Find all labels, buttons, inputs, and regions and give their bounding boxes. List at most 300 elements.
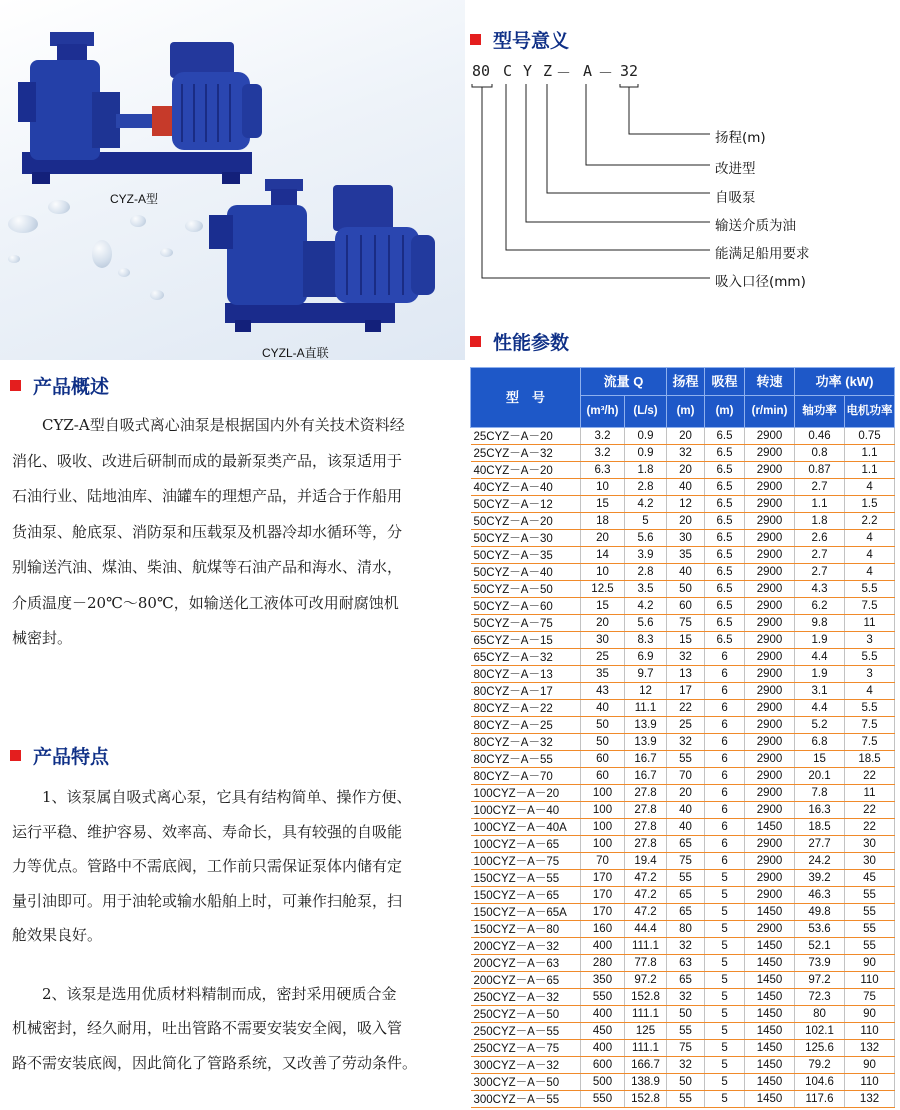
product-photo-area — [0, 0, 465, 360]
code-a: A — [583, 62, 593, 80]
cell-flow-ls: 0.9 — [625, 445, 667, 462]
cell-motor-power: 4 — [845, 479, 895, 496]
cell-speed: 1450 — [745, 1091, 795, 1108]
cell-speed: 1450 — [745, 938, 795, 955]
table-row — [471, 479, 895, 496]
cell-shaft-power: 24.2 — [795, 853, 845, 870]
cell-model: 80CYZ－A－25 — [471, 717, 581, 734]
cell-shaft-power: 0.87 — [795, 462, 845, 479]
table-row — [471, 1006, 895, 1023]
cell-suction: 5 — [705, 1023, 745, 1040]
model-code-bracket-lines — [470, 80, 715, 290]
cell-suction: 6 — [705, 683, 745, 700]
code-head: 32 — [620, 62, 639, 80]
cell-model: 80CYZ－A－22 — [471, 700, 581, 717]
water-drop — [150, 290, 164, 300]
cell-flow-m3h: 40 — [581, 700, 625, 717]
table-row — [471, 547, 895, 564]
cell-motor-power: 55 — [845, 921, 895, 938]
cell-motor-power: 132 — [845, 1040, 895, 1057]
cell-speed: 1450 — [745, 1040, 795, 1057]
cell-shaft-power: 0.8 — [795, 445, 845, 462]
cell-suction: 5 — [705, 870, 745, 887]
water-drop — [160, 248, 173, 257]
cell-speed: 2900 — [745, 496, 795, 513]
header-head-unit: (m) — [667, 396, 705, 428]
cell-motor-power: 18.5 — [845, 751, 895, 768]
water-drop — [8, 215, 38, 233]
cell-flow-ls: 111.1 — [625, 1006, 667, 1023]
cell-suction: 6.5 — [705, 564, 745, 581]
table-row — [471, 462, 895, 479]
cell-flow-m3h: 30 — [581, 632, 625, 649]
cell-head: 40 — [667, 479, 705, 496]
cell-suction: 6.5 — [705, 547, 745, 564]
cell-motor-power: 5.5 — [845, 581, 895, 598]
table-row — [471, 1040, 895, 1057]
performance-table-body — [471, 428, 895, 1108]
cell-shaft-power: 104.6 — [795, 1074, 845, 1091]
cell-model: 250CYZ－A－50 — [471, 1006, 581, 1023]
cell-flow-ls: 19.4 — [625, 853, 667, 870]
cell-flow-ls: 47.2 — [625, 870, 667, 887]
cell-flow-m3h: 60 — [581, 751, 625, 768]
cell-flow-m3h: 18 — [581, 513, 625, 530]
cell-speed: 2900 — [745, 734, 795, 751]
cell-model: 50CYZ－A－75 — [471, 615, 581, 632]
cell-shaft-power: 125.6 — [795, 1040, 845, 1057]
cell-speed: 2900 — [745, 479, 795, 496]
code-c: C — [503, 62, 513, 80]
legend-head: 扬程(m) — [715, 130, 766, 146]
cell-flow-ls: 8.3 — [625, 632, 667, 649]
cell-motor-power: 1.1 — [845, 462, 895, 479]
cell-speed: 1450 — [745, 1074, 795, 1091]
table-row — [471, 989, 895, 1006]
cell-head: 63 — [667, 955, 705, 972]
cell-head: 80 — [667, 921, 705, 938]
cell-speed: 2900 — [745, 428, 795, 445]
table-row — [471, 564, 895, 581]
cell-head: 13 — [667, 666, 705, 683]
cell-motor-power: 132 — [845, 1091, 895, 1108]
cell-model: 250CYZ－A－55 — [471, 1023, 581, 1040]
cell-shaft-power: 1.9 — [795, 632, 845, 649]
legend-improved: 改进型 — [715, 161, 756, 177]
cell-flow-m3h: 6.3 — [581, 462, 625, 479]
header-speed-unit: (r/min) — [745, 396, 795, 428]
overview-title: 产品概述 — [33, 376, 110, 398]
table-row — [471, 581, 895, 598]
cell-suction: 6.5 — [705, 632, 745, 649]
cell-model: 65CYZ－A－15 — [471, 632, 581, 649]
cell-flow-ls: 12 — [625, 683, 667, 700]
cell-shaft-power: 1.8 — [795, 513, 845, 530]
code-dash: － — [598, 64, 614, 82]
cell-suction: 6.5 — [705, 530, 745, 547]
cell-speed: 1450 — [745, 972, 795, 989]
table-row — [471, 666, 895, 683]
cell-shaft-power: 73.9 — [795, 955, 845, 972]
cyzl-a-pump-image — [205, 175, 445, 345]
cell-flow-m3h: 450 — [581, 1023, 625, 1040]
cell-flow-m3h: 100 — [581, 785, 625, 802]
features-line: 运行平稳、维护容易、效率高、寿命长，具有较强的自吸能 — [12, 822, 403, 841]
overview-line: 消化、吸收、改进后研制而成的最新泵类产品，该泵适用于 — [12, 451, 403, 470]
cell-suction: 6 — [705, 836, 745, 853]
cell-model: 100CYZ－A－20 — [471, 785, 581, 802]
cell-speed: 2900 — [745, 887, 795, 904]
cell-shaft-power: 18.5 — [795, 819, 845, 836]
cell-speed: 1450 — [745, 1023, 795, 1040]
table-row — [471, 700, 895, 717]
cell-motor-power: 11 — [845, 615, 895, 632]
cell-flow-ls: 47.2 — [625, 904, 667, 921]
overview-line: 介质温度－20℃～80℃，如输送化工液体可改用耐腐蚀机 — [12, 593, 399, 612]
cell-flow-ls: 2.8 — [625, 564, 667, 581]
cell-model: 50CYZ－A－50 — [471, 581, 581, 598]
performance-heading — [470, 328, 569, 355]
cell-head: 60 — [667, 598, 705, 615]
cell-suction: 6.5 — [705, 496, 745, 513]
table-row — [471, 751, 895, 768]
table-row — [471, 1074, 895, 1091]
cell-suction: 6 — [705, 853, 745, 870]
cell-flow-m3h: 15 — [581, 598, 625, 615]
cell-motor-power: 1.1 — [845, 445, 895, 462]
cell-model: 50CYZ－A－20 — [471, 513, 581, 530]
cell-flow-ls: 16.7 — [625, 768, 667, 785]
cell-model: 80CYZ－A－32 — [471, 734, 581, 751]
cell-head: 22 — [667, 700, 705, 717]
table-row — [471, 785, 895, 802]
table-row — [471, 683, 895, 700]
cell-flow-m3h: 14 — [581, 547, 625, 564]
cell-head: 65 — [667, 972, 705, 989]
cell-motor-power: 110 — [845, 1023, 895, 1040]
cell-shaft-power: 79.2 — [795, 1057, 845, 1074]
cell-shaft-power: 39.2 — [795, 870, 845, 887]
header-suction: 吸程 — [705, 368, 745, 396]
water-drop — [92, 240, 112, 268]
cell-model: 150CYZ－A－80 — [471, 921, 581, 938]
cell-flow-m3h: 3.2 — [581, 445, 625, 462]
cell-shaft-power: 3.1 — [795, 683, 845, 700]
cell-head: 17 — [667, 683, 705, 700]
cell-suction: 6.5 — [705, 428, 745, 445]
cell-shaft-power: 15 — [795, 751, 845, 768]
red-square-icon — [10, 750, 21, 761]
water-drop — [185, 220, 203, 232]
cell-model: 80CYZ－A－55 — [471, 751, 581, 768]
cell-model: 50CYZ－A－40 — [471, 564, 581, 581]
header-head: 扬程 — [667, 368, 705, 396]
features-line: 路不需安装底阀，因此简化了管路系统，又改善了劳动条件。 — [12, 1053, 418, 1072]
features-title: 产品特点 — [33, 746, 110, 768]
cyz-a-caption: CYZ-A型 — [110, 192, 159, 206]
cell-flow-m3h: 400 — [581, 1040, 625, 1057]
cell-head: 40 — [667, 802, 705, 819]
cell-shaft-power: 97.2 — [795, 972, 845, 989]
cell-flow-m3h: 25 — [581, 649, 625, 666]
cell-model: 50CYZ－A－60 — [471, 598, 581, 615]
cell-model: 200CYZ－A－63 — [471, 955, 581, 972]
cell-motor-power: 4 — [845, 564, 895, 581]
cell-speed: 2900 — [745, 836, 795, 853]
table-row — [471, 819, 895, 836]
legend-self-priming: 自吸泵 — [715, 190, 756, 206]
cell-shaft-power: 6.8 — [795, 734, 845, 751]
cell-speed: 1450 — [745, 904, 795, 921]
table-row — [471, 802, 895, 819]
cell-suction: 6 — [705, 802, 745, 819]
cell-suction: 6 — [705, 751, 745, 768]
cell-flow-m3h: 20 — [581, 530, 625, 547]
cell-flow-m3h: 50 — [581, 717, 625, 734]
model-code — [470, 62, 730, 82]
cell-flow-m3h: 70 — [581, 853, 625, 870]
cell-motor-power: 30 — [845, 836, 895, 853]
cell-motor-power: 90 — [845, 1006, 895, 1023]
cell-flow-ls: 27.8 — [625, 802, 667, 819]
legend-oil-medium: 输送介质为油 — [715, 218, 796, 234]
cell-head: 65 — [667, 836, 705, 853]
cell-flow-ls: 4.2 — [625, 496, 667, 513]
cell-model: 200CYZ－A－65 — [471, 972, 581, 989]
cell-motor-power: 7.5 — [845, 717, 895, 734]
cell-head: 75 — [667, 853, 705, 870]
table-row — [471, 598, 895, 615]
cell-flow-ls: 16.7 — [625, 751, 667, 768]
code-bore: 80 — [472, 62, 491, 80]
cell-flow-m3h: 600 — [581, 1057, 625, 1074]
cell-shaft-power: 4.4 — [795, 649, 845, 666]
cell-model: 250CYZ－A－75 — [471, 1040, 581, 1057]
cell-shaft-power: 16.3 — [795, 802, 845, 819]
cell-speed: 1450 — [745, 955, 795, 972]
table-row — [471, 734, 895, 751]
cell-flow-ls: 166.7 — [625, 1057, 667, 1074]
cell-motor-power: 30 — [845, 853, 895, 870]
cell-suction: 6.5 — [705, 598, 745, 615]
cell-flow-ls: 5.6 — [625, 530, 667, 547]
cell-speed: 2900 — [745, 564, 795, 581]
cell-head: 35 — [667, 547, 705, 564]
cell-flow-ls: 97.2 — [625, 972, 667, 989]
cell-shaft-power: 2.7 — [795, 564, 845, 581]
table-row — [471, 632, 895, 649]
table-row — [471, 938, 895, 955]
table-row — [471, 921, 895, 938]
cyzl-a-caption: CYZL-A直联 — [262, 346, 329, 360]
cell-head: 20 — [667, 428, 705, 445]
model-meaning-title: 型号意义 — [493, 30, 570, 52]
cell-suction: 6.5 — [705, 462, 745, 479]
table-row — [471, 513, 895, 530]
cell-head: 50 — [667, 1074, 705, 1091]
cell-shaft-power: 6.2 — [795, 598, 845, 615]
performance-title: 性能参数 — [493, 332, 570, 354]
cell-flow-ls: 111.1 — [625, 938, 667, 955]
cell-motor-power: 22 — [845, 819, 895, 836]
header-model: 型 号 — [471, 368, 581, 428]
table-row — [471, 1057, 895, 1074]
cell-head: 55 — [667, 1091, 705, 1108]
cell-head: 75 — [667, 615, 705, 632]
cell-shaft-power: 2.7 — [795, 479, 845, 496]
cell-suction: 5 — [705, 1057, 745, 1074]
cell-speed: 1450 — [745, 819, 795, 836]
cell-model: 300CYZ－A－55 — [471, 1091, 581, 1108]
cell-speed: 1450 — [745, 1057, 795, 1074]
cell-head: 12 — [667, 496, 705, 513]
cell-shaft-power: 5.2 — [795, 717, 845, 734]
cell-speed: 2900 — [745, 768, 795, 785]
cell-model: 80CYZ－A－13 — [471, 666, 581, 683]
red-square-icon — [10, 380, 21, 391]
header-suction-unit: (m) — [705, 396, 745, 428]
cell-flow-ls: 77.8 — [625, 955, 667, 972]
features-line: 量引油即可。用于油轮或输水船舶上时，可兼作扫舱泵，扫 — [12, 891, 403, 910]
table-row — [471, 836, 895, 853]
cyz-a-pump-image — [12, 22, 272, 192]
cell-speed: 2900 — [745, 649, 795, 666]
cell-model: 80CYZ－A－70 — [471, 768, 581, 785]
features-line: 机械密封，经久耐用，吐出管路不需要安装安全阀，吸入管 — [12, 1019, 403, 1037]
cell-speed: 2900 — [745, 870, 795, 887]
header-flow: 流量 Q — [581, 368, 667, 396]
cell-model: 300CYZ－A－32 — [471, 1057, 581, 1074]
features-text — [12, 780, 442, 1080]
table-row — [471, 615, 895, 632]
cell-motor-power: 4 — [845, 683, 895, 700]
cell-head: 32 — [667, 989, 705, 1006]
cell-flow-ls: 0.9 — [625, 428, 667, 445]
overview-line: 别输送汽油、煤油、柴油、航煤等石油产品和海水、清水， — [12, 558, 403, 576]
cell-suction: 5 — [705, 955, 745, 972]
water-drop — [130, 215, 146, 227]
cell-speed: 2900 — [745, 802, 795, 819]
cell-flow-ls: 5.6 — [625, 615, 667, 632]
cell-speed: 2900 — [745, 700, 795, 717]
cell-suction: 5 — [705, 938, 745, 955]
table-row — [471, 717, 895, 734]
cell-flow-ls: 4.2 — [625, 598, 667, 615]
cell-flow-m3h: 170 — [581, 887, 625, 904]
cell-model: 250CYZ－A－32 — [471, 989, 581, 1006]
cell-speed: 2900 — [745, 683, 795, 700]
cell-speed: 2900 — [745, 547, 795, 564]
cell-head: 40 — [667, 819, 705, 836]
cell-motor-power: 3 — [845, 632, 895, 649]
cell-head: 50 — [667, 1006, 705, 1023]
cell-flow-m3h: 350 — [581, 972, 625, 989]
cell-model: 100CYZ－A－40 — [471, 802, 581, 819]
cell-speed: 2900 — [745, 853, 795, 870]
cell-shaft-power: 46.3 — [795, 887, 845, 904]
cell-flow-m3h: 15 — [581, 496, 625, 513]
cell-model: 100CYZ－A－40A — [471, 819, 581, 836]
overview-text — [12, 408, 442, 657]
cell-flow-ls: 27.8 — [625, 819, 667, 836]
table-row — [471, 1091, 895, 1108]
cell-speed: 2900 — [745, 717, 795, 734]
cell-flow-m3h: 100 — [581, 836, 625, 853]
cell-head: 55 — [667, 751, 705, 768]
cell-motor-power: 90 — [845, 955, 895, 972]
cell-flow-m3h: 170 — [581, 904, 625, 921]
cell-flow-ls: 47.2 — [625, 887, 667, 904]
cell-speed: 1450 — [745, 1006, 795, 1023]
cell-head: 32 — [667, 649, 705, 666]
cell-head: 32 — [667, 445, 705, 462]
header-power: 功率 (kW) — [795, 368, 895, 396]
cell-suction: 6 — [705, 717, 745, 734]
cell-speed: 2900 — [745, 666, 795, 683]
cell-model: 25CYZ－A－32 — [471, 445, 581, 462]
code-z: Z — [543, 62, 553, 80]
overview-line: 石油行业、陆地油库、油罐车的理想产品，并适合于作船用 — [12, 487, 403, 505]
table-row — [471, 496, 895, 513]
cell-head: 65 — [667, 887, 705, 904]
cell-model: 150CYZ－A－65A — [471, 904, 581, 921]
cell-shaft-power: 0.46 — [795, 428, 845, 445]
cell-motor-power: 22 — [845, 768, 895, 785]
features-line: 舱效果良好。 — [12, 926, 103, 944]
cell-flow-ls: 6.9 — [625, 649, 667, 666]
cell-motor-power: 110 — [845, 1074, 895, 1091]
cell-flow-ls: 152.8 — [625, 989, 667, 1006]
cell-shaft-power: 53.6 — [795, 921, 845, 938]
model-meaning-heading — [470, 26, 569, 53]
cell-flow-m3h: 170 — [581, 870, 625, 887]
cell-shaft-power: 20.1 — [795, 768, 845, 785]
cell-flow-ls: 44.4 — [625, 921, 667, 938]
header-speed: 转速 — [745, 368, 795, 396]
cell-suction: 5 — [705, 972, 745, 989]
cell-suction: 6.5 — [705, 513, 745, 530]
cell-suction: 5 — [705, 1040, 745, 1057]
water-drop — [8, 255, 20, 263]
cell-flow-ls: 1.8 — [625, 462, 667, 479]
cell-head: 15 — [667, 632, 705, 649]
cell-motor-power: 45 — [845, 870, 895, 887]
cell-flow-m3h: 3.2 — [581, 428, 625, 445]
features-line: 1、该泵属自吸式离心泵，它具有结构简单、操作方便、 — [42, 788, 412, 806]
cell-head: 65 — [667, 904, 705, 921]
cell-motor-power: 5.5 — [845, 649, 895, 666]
cell-flow-ls: 9.7 — [625, 666, 667, 683]
cell-model: 80CYZ－A－17 — [471, 683, 581, 700]
cell-motor-power: 110 — [845, 972, 895, 989]
cell-flow-m3h: 43 — [581, 683, 625, 700]
cell-flow-m3h: 10 — [581, 564, 625, 581]
code-dash: － — [556, 64, 572, 82]
cell-head: 50 — [667, 581, 705, 598]
cell-motor-power: 0.75 — [845, 428, 895, 445]
cell-flow-m3h: 50 — [581, 734, 625, 751]
cell-head: 25 — [667, 717, 705, 734]
water-drop — [118, 268, 130, 277]
cell-motor-power: 55 — [845, 887, 895, 904]
cell-motor-power: 55 — [845, 938, 895, 955]
cell-flow-ls: 13.9 — [625, 717, 667, 734]
table-row — [471, 955, 895, 972]
cell-speed: 2900 — [745, 513, 795, 530]
cell-speed: 2900 — [745, 921, 795, 938]
cell-model: 40CYZ－A－20 — [471, 462, 581, 479]
cell-shaft-power: 52.1 — [795, 938, 845, 955]
